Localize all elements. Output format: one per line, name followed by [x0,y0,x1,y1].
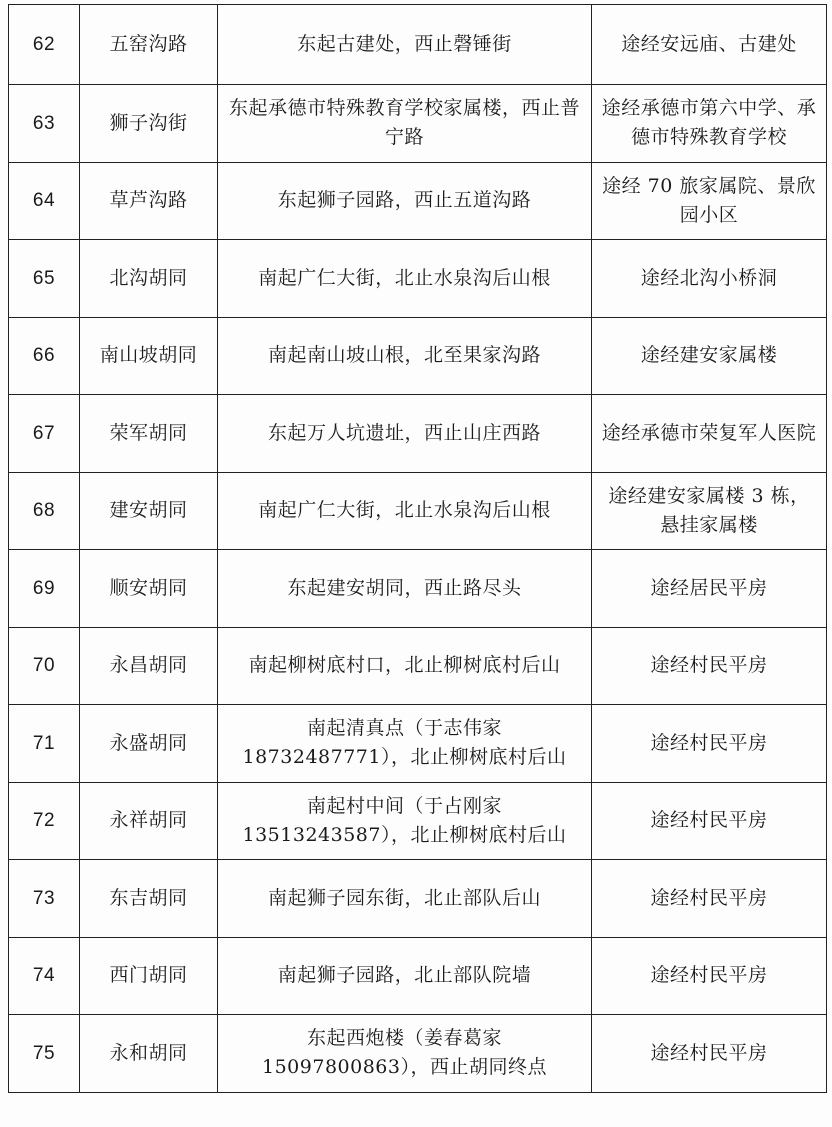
road-name-cell [80,85,218,163]
road-name-cell [80,705,218,783]
row-number: 71 [32,732,56,754]
table-row [9,1015,827,1093]
road-via: 途经村民平房 [650,964,768,987]
road-via: 途经居民平房 [650,576,768,599]
road-via-cell [592,937,827,1015]
road-name-cell [80,472,218,550]
road-name-cell [80,5,218,85]
row-number: 68 [32,500,56,522]
road-table-body [9,5,827,1093]
row-number-cell [9,937,80,1015]
road-range-cell [218,937,592,1015]
road-range: 南起广仁大街，北止水泉沟后山根 [258,499,551,522]
row-number-cell [9,317,80,395]
table-row [9,627,827,705]
row-number: 70 [32,655,56,677]
road-name: 永和胡同 [109,1041,188,1064]
road-via-cell [592,162,827,240]
road-via: 途经 70 旅家属院、景欣园小区 [602,174,816,226]
road-via: 途经建安家属楼 3 栋，悬挂家属楼 [608,484,810,536]
row-number-cell [9,85,80,163]
road-range: 东起万人坑遗址，西止山庄西路 [267,421,541,444]
road-name: 西门胡同 [109,964,188,987]
row-number: 65 [32,267,56,289]
road-via-cell [592,705,827,783]
road-range-cell [218,240,592,318]
row-number: 69 [32,577,56,599]
road-range: 南起村中间（于占刚家13513243587），北止柳树底村后山 [242,794,567,846]
row-number: 75 [32,1042,56,1064]
road-range-cell [218,860,592,938]
road-name: 狮子沟街 [109,111,188,134]
road-name: 建安胡同 [109,499,188,522]
road-range-cell [218,162,592,240]
table-row [9,5,827,85]
road-range: 东起建安胡同，西止路尽头 [287,576,522,599]
road-via-cell [592,85,827,163]
road-name: 北沟胡同 [109,266,188,289]
road-range: 东起承德市特殊教育学校家属楼，西止普宁路 [228,97,580,149]
road-name: 永盛胡同 [109,731,188,754]
row-number: 66 [32,345,56,367]
road-via-cell [592,5,827,85]
row-number-cell [9,782,80,860]
row-number-cell [9,705,80,783]
road-range-cell [218,5,592,85]
road-via: 途经安远庙、古建处 [621,33,797,55]
table-row [9,85,827,163]
road-via: 途经村民平房 [650,1041,768,1064]
road-via-cell [592,472,827,550]
road-via: 途经北沟小桥洞 [640,266,778,289]
road-range-cell [218,395,592,473]
road-range-cell [218,317,592,395]
road-range-cell [218,705,592,783]
row-number: 62 [32,34,56,55]
table-row [9,317,827,395]
road-name-cell [80,860,218,938]
road-name-cell [80,240,218,318]
table-row [9,395,827,473]
road-name: 东吉胡同 [109,886,188,909]
road-name-cell [80,550,218,628]
table-row [9,860,827,938]
row-number-cell [9,240,80,318]
table-row [9,782,827,860]
road-range-cell [218,627,592,705]
table-row [9,705,827,783]
row-number: 74 [32,965,56,987]
road-via-cell [592,240,827,318]
row-number-cell [9,162,80,240]
road-via: 途经村民平房 [650,886,768,909]
row-number: 67 [32,422,56,444]
road-via: 途经承德市荣复军人医院 [601,421,817,444]
road-name: 南山坡胡同 [99,344,198,367]
road-name-cell [80,395,218,473]
row-number: 63 [32,112,56,134]
road-name-cell [80,1015,218,1093]
road-via-cell [592,317,827,395]
road-name-cell [80,627,218,705]
table-row [9,240,827,318]
row-number: 73 [32,887,56,909]
row-number-cell [9,550,80,628]
road-range: 南起柳树底村口，北止柳树底村后山 [248,654,561,677]
road-via: 途经村民平房 [650,654,768,677]
road-range-cell [218,472,592,550]
road-range: 南起清真点（于志伟家18732487771），北止柳树底村后山 [242,717,567,769]
road-via: 途经村民平房 [650,731,768,754]
road-via: 途经村民平房 [650,809,768,832]
road-via-cell [592,782,827,860]
road-name-cell [80,317,218,395]
road-via-cell [592,860,827,938]
road-name: 顺安胡同 [109,576,188,599]
road-range-cell [218,85,592,163]
road-via-cell [592,550,827,628]
row-number: 64 [32,190,56,212]
road-range-cell [218,550,592,628]
road-name: 永祥胡同 [109,809,188,832]
road-range: 南起狮子园路，北止部队院墙 [277,964,532,987]
road-range: 东起西炮楼（姜春葛家15097800863），西止胡同终点 [262,1027,547,1079]
road-range: 南起广仁大街，北止水泉沟后山根 [258,266,551,289]
road-table [8,4,827,1093]
table-row [9,162,827,240]
road-via: 途经承德市第六中学、承德市特殊教育学校 [601,97,817,149]
road-range-cell [218,1015,592,1093]
row-number-cell [9,5,80,85]
row-number-cell [9,627,80,705]
road-via-cell [592,1015,827,1093]
road-name: 草芦沟路 [109,189,188,212]
road-name: 永昌胡同 [109,654,188,677]
road-via: 途经建安家属楼 [640,344,778,367]
row-number-cell [9,860,80,938]
table-row [9,937,827,1015]
road-range-cell [218,782,592,860]
row-number-cell [9,472,80,550]
road-name-cell [80,937,218,1015]
road-range: 东起古建处，西止磬锤街 [297,33,512,55]
road-name: 荣军胡同 [109,421,188,444]
road-range: 南起南山坡山根，北至果家沟路 [267,344,541,367]
table-row [9,472,827,550]
road-name: 五窑沟路 [109,33,188,55]
road-via-cell [592,395,827,473]
road-name-cell [80,782,218,860]
row-number-cell [9,395,80,473]
table-row [9,550,827,628]
road-range: 东起狮子园路，西止五道沟路 [277,189,532,212]
road-name-cell [80,162,218,240]
road-range: 南起狮子园东街，北止部队后山 [267,886,541,909]
row-number-cell [9,1015,80,1093]
row-number: 72 [32,810,56,832]
road-via-cell [592,627,827,705]
